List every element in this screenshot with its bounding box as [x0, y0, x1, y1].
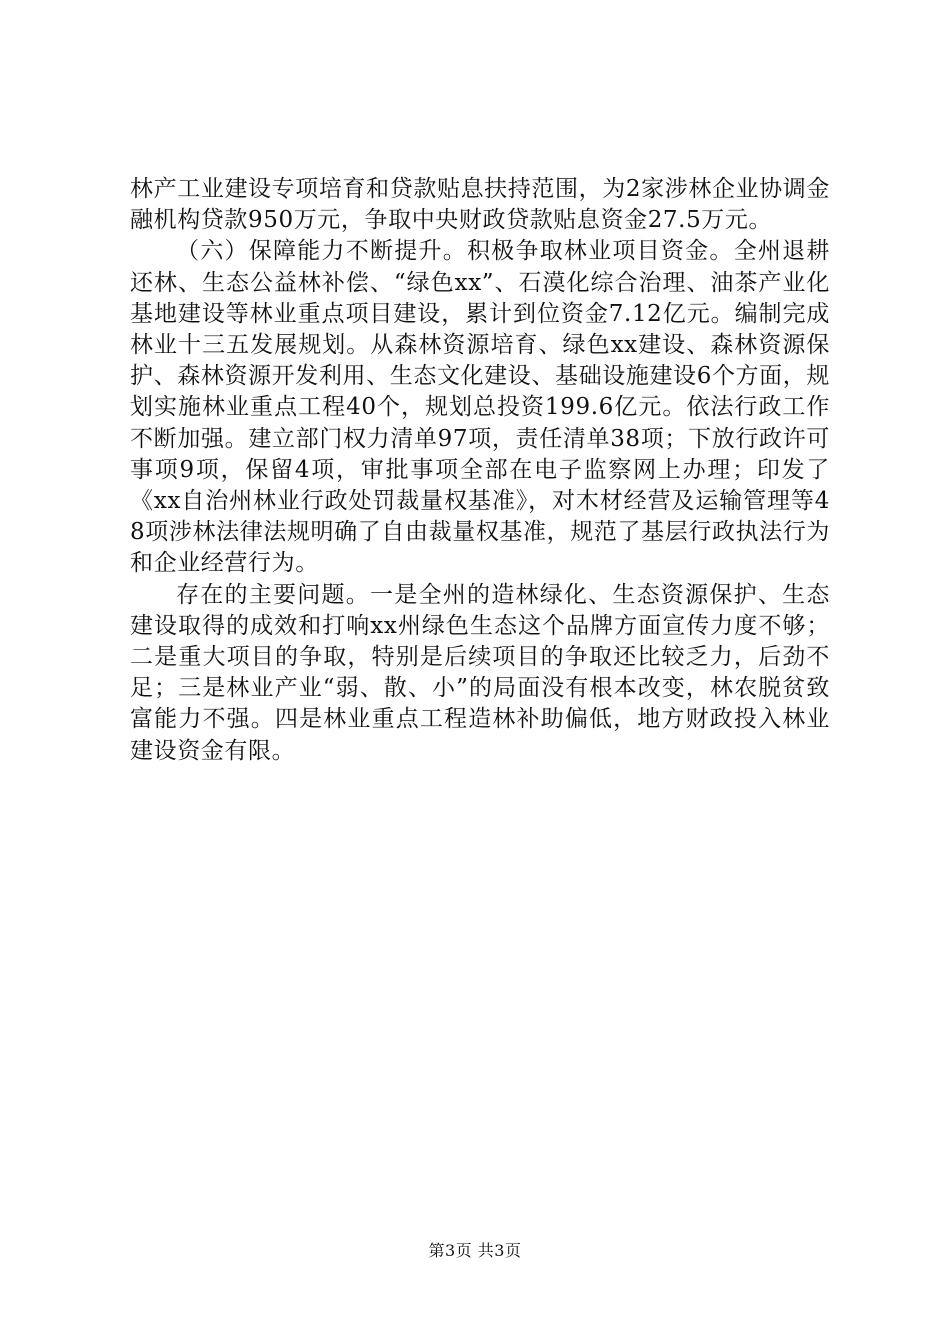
paragraph-main-problems: 存在的主要问题。一是全州的造林绿化、生态资源保护、生态建设取得的成效和打响xx州绿色生态这个品牌方面宣传力度不够；二是重大项目的争取，特别是后续项目的争取还比较乏力，后劲不足；三是林业产业“弱、散、小”的局面没有根本改变，林农脱贫致富能力不强。四是林业重点工程造林补助偏低，地方财政投入林业建设资金有限。: [130, 581, 830, 764]
paragraph-continuation: 林产工业建设专项培育和贷款贴息扶持范围，为2家涉林企业协调金融机构贷款950万元，争取中央财政贷款贴息资金27.5万元。: [130, 176, 830, 234]
page-footer: 第3页 共3页: [428, 1241, 522, 1260]
paragraph-support-capacity: （六）保障能力不断提升。积极争取林业项目资金。全州退耕还林、生态公益林补偿、“绿色xx”、石漠化综合治理、油茶产业化基地建设等林业重点项目建设，累计到位资金7.12亿元。编制完成林业十三五发展规划。从森林资源培育、绿色xx建设、森林资源保护、森林资源开发利用、生态文化建设、基础设施建设6个方面，规划实施林业重点工程40个，规划总投资199.6亿元。依法行政工作不断加强。建立部门权力清单97项，责任清单38项；下放行政许可事项9项，保留4项，审批事项全部在电子监察网上办理；印发了《xx自治州林业行政处罚裁量权基准》，对木材经营及运输管理等48项涉林法律法规明确了自由裁量权基准，规范了基层行政执法行为和企业经营行为。: [130, 238, 830, 577]
document-body: [130, 174, 830, 767]
